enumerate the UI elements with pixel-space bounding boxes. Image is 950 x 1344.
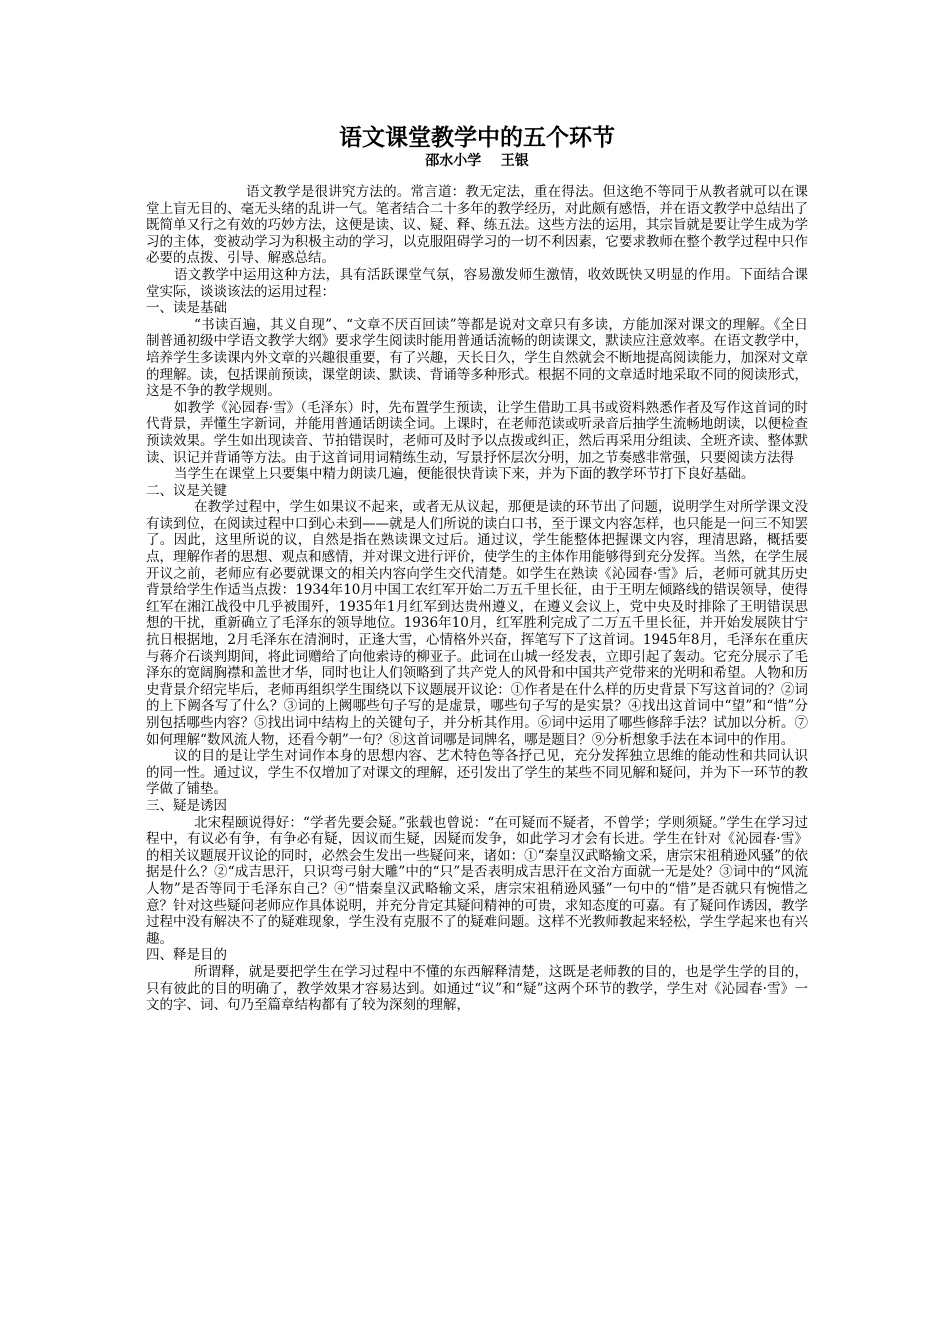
section-heading-read: 一、读是基础 [146,300,227,317]
document-page [146,124,808,1014]
section-heading-discuss: 二、议是关键 [146,482,227,499]
section-explain-paragraph-1: 所谓释，就是要把学生在学习过程中不懂的东西解释清楚，这既是老师教的目的，也是学生学的目的，只有彼此的目的明确了，教学效果才容易达到。如通过“议”和“疑”这两个环节的教学，学生对《沁园春·雪》一文的字、词、句乃至篇章结构都有了较为深刻的理解， [146,963,808,1014]
section-heading-doubt: 三、疑是诱因 [146,797,227,814]
section-heading-explain: 四、释是目的 [146,947,227,964]
section-doubt-paragraph-1: 北宋程颐说得好：“学者先要会疑。”张载也曾说：“在可疑而不疑者，不曾学；学则须疑。”学生在学习过程中，有议必有争，有争必有疑，因议而生疑，因疑而发争，如此学习才会有长进。学生在针对《沁园春·雪》的相关议题展开议论的同时，必然会生发出一些疑问来，诸如：①“秦皇汉武略输文采，唐宗宋祖稍逊风骚”的依据是什么？②“成吉思汗，只识弯弓射大雕”中的“只”是否表明成吉思汗在文治方面就一无是处？③词中的“风流人物”是否等同于毛泽东自己？④“惜秦皇汉武略输文采，唐宗宋祖稍逊风骚”一句中的“惜”是否就只有惋惜之意？针对这些疑问老师应作具体说明，并充分肯定其疑问精神的可贵，求知态度的可嘉。有了疑问作诱因，教学过程中没有解决不了的疑难现象，学生没有克服不了的疑难问题。这样不光教师教起来轻松，学生学起来也有兴趣。 [146,814,808,947]
section-discuss-paragraph-2: 议的目的是让学生对词作本身的思想内容、艺术特色等各抒己见，充分发挥独立思维的能动性和共同认识的同一性。通过议，学生不仅增加了对课文的理解，还引发出了学生的某些不同见解和疑问，并为下一环节的教学做了铺垫。 [146,748,808,798]
intro-paragraph-2: 语文教学中运用这种方法，具有活跃课堂气氛，容易激发师生激情，收效既快又明显的作用。下面结合课堂实际，谈谈该法的运用过程： [146,266,808,300]
section-read-paragraph-3: 当学生在课堂上只要集中精力朗读几遍，便能很快背读下来，并为下面的教学环节打下良好基础。 [174,466,755,483]
section-discuss-paragraph-1: 在教学过程中，学生如果议不起来，或者无从议起，那便是读的环节出了问题，说明学生对所学课文没有读到位，在阅读过程中口到心未到——就是人们所说的读白口书，至于课文内容怎样，也只能是一问三不知罢了。因此，这里所说的议，自然是指在熟读课文过后。通过议，学生能整体把握课文内容，理清思路，概括要点，理解作者的思想、观点和感情，并对课文进行评价，使学生的主体作用能够得到充分发挥。当然，在学生展开议之前，老师应有必要就课文的相关内容向学生交代清楚。如学生在熟读《沁园春·雪》后，老师可就其历史背景给学生作适当点拨：1934年10月中国工农红军开始二万五千里长征，由于王明左倾路线的错误领导，使得红军在湘江战役中几乎被围歼，1935年1月红军到达贵州遵义，在遵义会议上，党中央及时排除了王明错误思想的干扰，重新确立了毛泽东的领导地位。1936年10月，红军胜利完成了二万五千里长征，并开始发展陕甘宁抗日根据地，2月毛泽东在清涧时，正逢大雪，心情格外兴奋，挥笔写下了这首词。1945年8月，毛泽东在重庆与蒋介石谈判期间，将此词赠给了向他索诗的柳亚子。此词在山城一经发表，立即引起了轰动。它充分展示了毛泽东的宽阔胸襟和盖世才华，同时也让人们领略到了共产党人的风骨和中国共产党带来的光明和希望。人物和历史背景介绍完毕后，老师再组织学生围绕以下议题展开议论：①作者是在什么样的历史背景下写这首词的？②词的上下阙各写了什么？③词的上阙哪些句子写的是虚景，哪些句子写的是实景？④找出这首词中“望”和“惜”分别包括哪些内容？⑤找出词中结构上的关键句子，并分析其作用。⑥词中运用了哪些修辞手法？试加以分析。⑦如何理解“数风流人物，还看今朝”一句？⑧这首词哪是词牌名，哪是题目？⑨分析想象手法在本词中的作用。 [146,499,808,748]
intro-paragraph-1: 语文教学是很讲究方法的。常言道：教无定法，重在得法。但这绝不等同于从教者就可以在课堂上盲无目的、毫无头绪的乱讲一气。笔者结合二十多年的教学经历，对此颇有感悟，并在语文教学中总结出了既简单又行之有效的巧妙方法，这便是读、议、疑、释、练五法。这些方法的运用，其宗旨就是要让学生成为学习的主体，变被动学习为积极主动的学习，以克服阻碍学习的一切不利因素，它要求教师在整个教学过程中只作必要的点拨、引导、解惑总结。 [146,184,808,267]
document-title: 语文课堂教学中的五个环节 [339,125,615,151]
section-read-paragraph-2: 如教学《沁园春·雪》（毛泽东）时，先布置学生预读，让学生借助工具书或资料熟悉作者及写作这首词的时代背景，弄懂生字新词，并能用普通话朗读全词。上课时，在老师范读或听录音后抽学生流畅地朗读，以便检查预读效果。学生如出现读音、节拍错误时，老师可及时予以点拨或纠正，然后再采用分组读、全班齐读、整体默读、识记并背诵等方法。由于这首词用词精练生动，写景抒怀层次分明，加之节奏感非常强，只要阅读方法得 [146,399,808,466]
section-read-paragraph-1: “书读百遍，其义自现”、“文章不厌百回读”等都是说对文章只有多读，方能加深对课文的理解。《全日制普通初级中学语文教学大纲》要求学生阅读时能用普通话流畅的朗读课文，默读应注意效率。在语文教学中，培养学生多读课内外文章的兴趣很重要，有了兴趣，天长日久，学生自然就会不断地提高阅读能力，加深对文章的理解。读，包括课前预读，课堂朗读、默读、背诵等多种形式。根据不同的文章适时地采取不同的阅读形式，这是不争的教学规则。 [146,316,808,400]
document-author: 邵水小学 王银 [425,153,529,169]
